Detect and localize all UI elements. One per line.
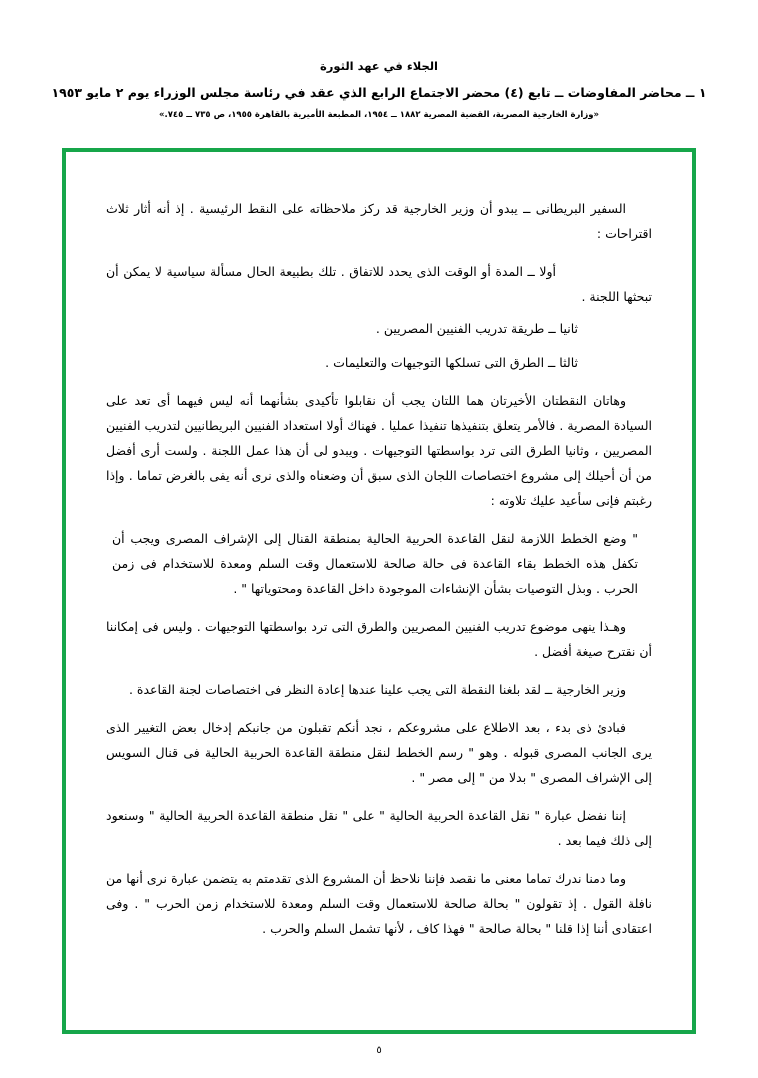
paragraph: وهاتان النقطتان الأخيرتان هما اللتان يجب أن نقابلوا تأكيدى بشأنهما أنه ليس فيهما أى تعد على السيادة المصرية . فالأمر يتعلق بتنفيذها تنفيذا عمليا . فهناك أولا استعداد الفنيين البريطانيين لتدريب الفنيين المصريين ، وثانيا الطرق التى ترد بواسطتها التوجيهات . ويبدو لى أن هذا عمل اللجنة . ولست أرى أفضل من أن أحيلك إلى مشروع اختصاصات اللجان الذى سبق أن وضعناه والذى نرى أنه يفى بالغرض تماما . وإذا رغبتم فإنى سأعيد عليك تلاوته : <box>106 393 652 508</box>
paragraph: وهـذا ينهى موضوع تدريب الفنيين المصريين والطرق التى ترد بواسطتها التوجيهات . وليس فى إمكاننا أن نقترح صيغة أفضل . <box>106 619 652 659</box>
document-title: الجلاء في عهد الثورة <box>320 59 438 73</box>
paragraph: إننا نفضل عبارة " نقل القاعدة الحربية الحالية " على " نقل منطقة القاعدة الحربية الحالية " وسنعود إلى ذلك فيما بعد . <box>106 808 652 848</box>
bordered-content-frame <box>62 148 696 1034</box>
paragraph: ثانيا ــ طريقة تدريب الفنيين المصريين . <box>375 321 578 336</box>
paragraph: ثالثا ــ الطرق التى تسلكها التوجيهات والتعليمات . <box>325 355 578 370</box>
document-subtitle: ١ ــ محاضر المفاوضات ــ تابع (٤) محضر الاجتماع الرابع الذي عقد في رئاسة مجلس الوزراء يوم ٢ مايو ١٩٥٣ <box>51 85 707 100</box>
document-body <box>66 152 692 974</box>
paragraph: فبادئ ذى بدء ، بعد الاطلاع على مشروعكم ، نجد أنكم تقبلون من جانبكم إدخال بعض التغيير الذى يرى الجانب المصرى قبوله . وهو " رسم الخطط لنقل منطقة القاعدة الحربية الحالية فى قنال السويس إلى الإشراف المصرى " بدلا من " إلى مصر " . <box>106 720 652 785</box>
paragraph: وزير الخارجية ــ لقد بلغنا النقطة التى يجب علينا عندها إعادة النظر فى اختصاصات لجنة القاعدة . <box>128 682 626 697</box>
document-header <box>0 0 758 122</box>
paragraph: وما دمنا ندرك تماما معنى ما نقصد فإننا نلاحظ أن المشروع الذى تقدمتم به يتضمن عبارة نرى أنها من نافلة القول . إذ تقولون " بحالة صالحة للاستعمال وقت السلم ومعدة للاستخدام زمن الحرب " . وفى اعتقادى أننا إذا قلنا " بحالة صالحة " فهذا كاف ، لأنها تشمل السلم والحرب . <box>106 871 652 936</box>
paragraph: السفير البريطانى ــ يبدو أن وزير الخارجية قد ركز ملاحظاته على النقط الرئيسية . إذ أنه أثار ثلاث اقتراحات : <box>106 201 652 241</box>
page-number: ٥ <box>376 1045 382 1056</box>
paragraph: أولا ــ المدة أو الوقت الذى يحدد للاتفاق . تلك بطبيعة الحال مسألة سياسية لا يمكن أن تبحثها اللجنة . <box>106 264 652 304</box>
quoted-paragraph: " وضع الخطط اللازمة لنقل القاعدة الحربية الحالية بمنطقة القنال إلى الإشراف المصرى ويجب أن تكفل هذه الخطط بقاء القاعدة فى حالة صالحة للاستعمال وقت السلم ومعدة للاستخدام فى زمن الحرب . وبذل التوصيات بشأن الإنشاءات الموجودة داخل القاعدة ومحتوياتها " . <box>112 531 638 596</box>
document-source-citation: «وزارة الخارجية المصرية، القضية المصرية ١٨٨٢ ــ ١٩٥٤، المطبعة الأميرية بالقاهرة ١٩٥٥، ص ٧٣٥ ــ ٧٤٥.» <box>158 110 599 120</box>
